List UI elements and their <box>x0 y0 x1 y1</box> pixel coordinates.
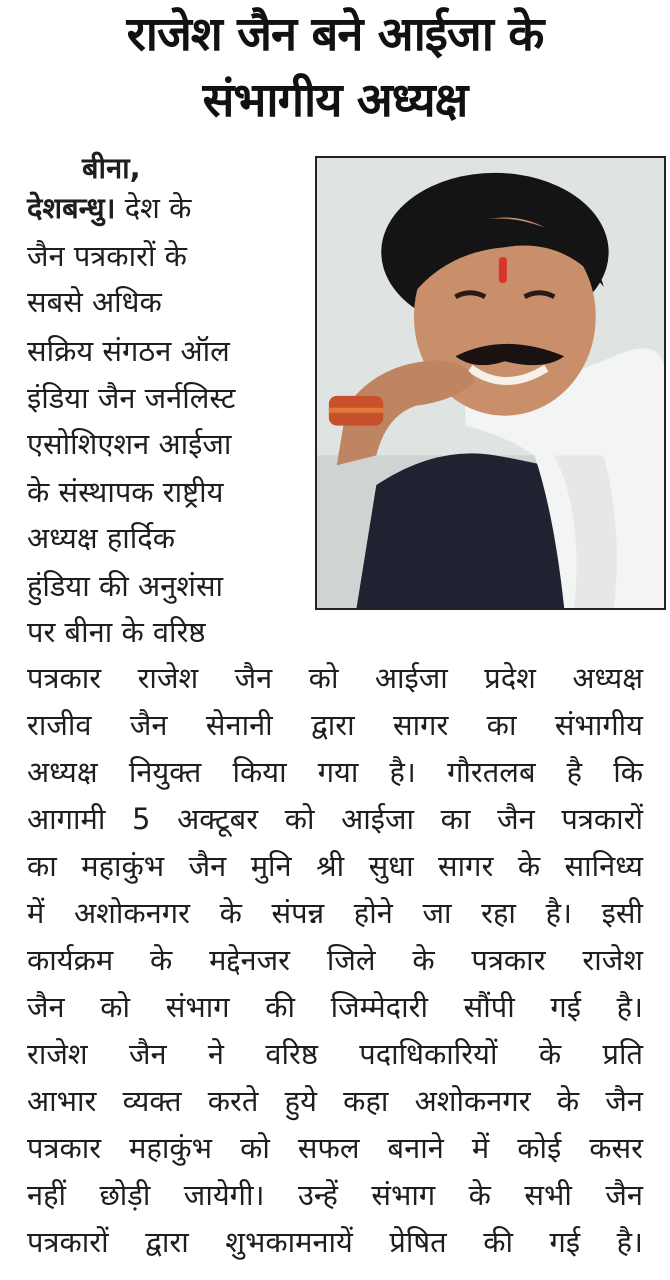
portrait-illustration <box>317 158 664 608</box>
body-line: सबसे अधिक <box>27 285 162 319</box>
body-line: अध्यक्ष नियुक्त किया गया है। गौरतलब है कि <box>27 755 643 789</box>
body-line: आगामी 5 अक्टूबर को आईजा का जैन पत्रकारों <box>27 802 643 836</box>
body-line: राजेश जैन ने वरिष्ठ पदाधिकारियों के प्रति <box>27 1037 643 1071</box>
dateline-body-line <box>27 188 191 228</box>
body-line: अध्यक्ष हार्दिक <box>27 521 175 555</box>
dateline-source: देशबन्धु। <box>27 191 116 225</box>
body-line: में अशोकनगर के संपन्न होने जा रहा है। इसी <box>27 896 643 930</box>
body-line: एसोशिएशन आईजा <box>27 427 232 461</box>
body-line: जैन को संभाग की जिम्मेदारी सौंपी गई है। <box>27 990 643 1024</box>
body-line: सक्रिय संगठन ऑल <box>27 334 230 368</box>
body-line: इंडिया जैन जर्नलिस्ट <box>27 381 236 415</box>
body-line: पत्रकारों द्वारा शुभकामनायें प्रेषित की गई है। <box>27 1225 643 1259</box>
headline <box>0 2 670 134</box>
body-line: के संस्थापक राष्ट्रीय <box>27 475 224 509</box>
body-line: राजीव जैन सेनानी द्वारा सागर का संभागीय <box>27 708 643 742</box>
body-line: का महाकुंभ जैन मुनि श्री सुधा सागर के सानिध्य <box>27 849 643 883</box>
body-line: पत्रकार राजेश जैन को आईजा प्रदेश अध्यक्ष <box>27 661 643 695</box>
headline-line-2: संभागीय अध्यक्ष <box>202 73 468 128</box>
dateline-place: बीना, <box>82 151 141 185</box>
body-line: देश के <box>124 191 192 225</box>
body-line: हुंडिया की अनुशंसा <box>27 569 224 603</box>
portrait-photo <box>315 156 666 610</box>
body-line: नहीं छोड़ी जायेगी। उन्हें संभाग के सभी जैन <box>27 1178 643 1212</box>
body-line: आभार व्यक्त करते हुये कहा अशोकनगर के जैन <box>27 1084 643 1118</box>
body-line: पर बीना के वरिष्ठ <box>27 615 206 649</box>
body-line: पत्रकार महाकुंभ को सफल बनाने में कोई कसर <box>27 1131 643 1165</box>
headline-line-1: राजेश जैन बने आईजा के <box>126 7 544 62</box>
body-line: जैन पत्रकारों के <box>27 239 187 273</box>
body-line: कार्यक्रम के मद्देनजर जिले के पत्रकार राजेश <box>27 943 643 977</box>
